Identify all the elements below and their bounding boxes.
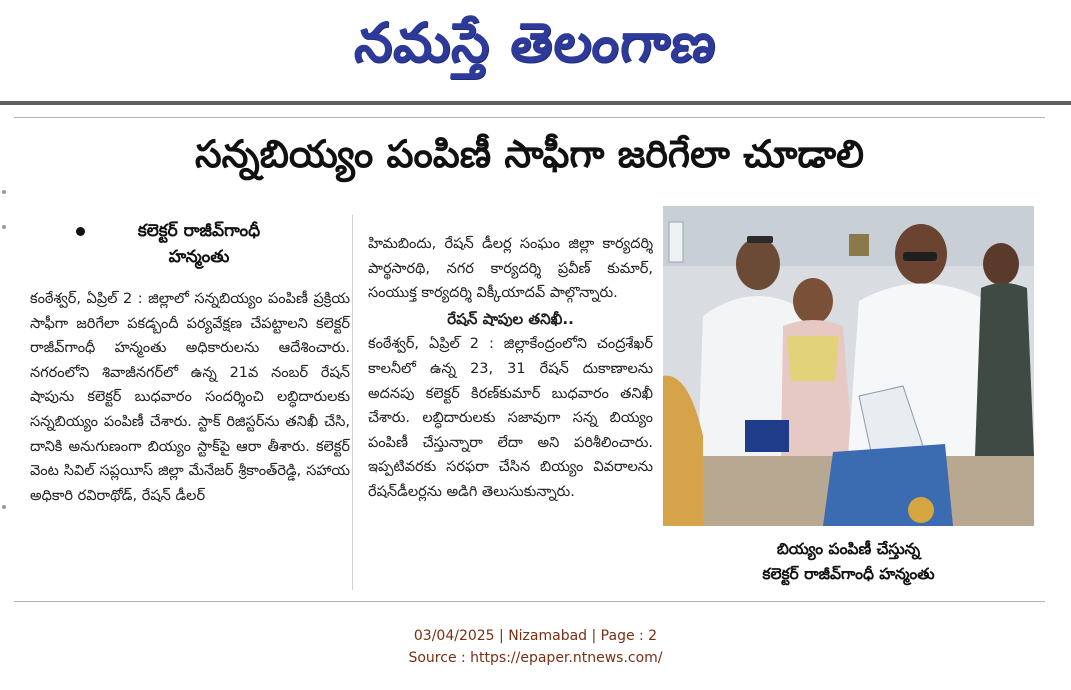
byline-text bbox=[99, 218, 299, 270]
column-divider bbox=[352, 215, 353, 590]
column-2-subheading: రేషన్ షాపుల తనిఖీ.. bbox=[447, 309, 574, 328]
footer-date-edition: 03/04/2025 | Nizamabad | Page : 2 bbox=[413, 628, 658, 644]
photo-illustration bbox=[663, 206, 1034, 526]
page-footer bbox=[0, 625, 1071, 669]
footer-source-link[interactable]: Source : https://epaper.ntnews.com/ bbox=[408, 650, 663, 666]
edge-dot bbox=[2, 505, 6, 509]
article-headline: సన్నబియ్యం పంపిణీ సాఫీగా జరిగేలా చూడాలి bbox=[195, 132, 864, 176]
byline-line2: హన్మంతు bbox=[168, 247, 230, 267]
byline-line1: కలెక్టర్ రాజీవ్‌గాంధీ bbox=[137, 221, 261, 241]
column-2-text-a: హిమబిందు, రేషన్ డీలర్ల సంఘం జిల్లా కార్యదర్శి పార్థసారథి, నగర కార్యదర్శి ప్రవీణ్ కుమార్, సంయుక్త కార్యదర్శి విక్కీయాదవ్ పాల్గొన్నారు. bbox=[368, 236, 653, 302]
article-column-2 bbox=[368, 232, 653, 597]
caption-line2: కలెక్టర్ రాజీవ్‌గాంధీ హన్మంతు bbox=[762, 565, 935, 583]
photo-caption bbox=[663, 537, 1034, 587]
edge-dot bbox=[2, 190, 6, 194]
column-2-text-b: కంఠేశ్వర్, ఏప్రిల్ 2 : జిల్లాకేంద్రంలోని చంద్రశేఖర్ కాలనీలో ఉన్న 23, 31 రేషన్ దుకాణాలను అదనపు కలెక్టర్ కిరణ్‌కుమార్ బుధవారం తనిఖీ చేశారు. లబ్ధిదారులకు సజావుగా సన్న బియ్యం పంపిణీ చేస్తున్నారా లేదా అని పరిశీలించారు. ఇప్పటివరకు సరఫరా చేసిన బియ్యం వివరాలను రేషన్‌డీలర్లను అడిగి తెలుసుకున్నారు. bbox=[368, 336, 653, 500]
page-edge bbox=[0, 105, 10, 601]
article-photo bbox=[663, 206, 1034, 526]
bullet-icon bbox=[76, 227, 85, 236]
article-bottom-rule bbox=[14, 601, 1045, 602]
masthead bbox=[0, 0, 1071, 86]
caption-line1: బియ్యం పంపిణీ చేస్తున్న bbox=[776, 540, 921, 558]
column-1-text: కంఠేశ్వర్, ఏప్రిల్ 2 : జిల్లాలో సన్నబియ్యం పంపిణీ ప్రక్రియ సాఫీగా జరిగేలా పకడ్బందీ పర్యవేక్షణ చేపట్టాలని కలెక్టర్ రాజీవ్‌గాంధీ హన్మంతు అధికారులను ఆదేశించారు. నగరంలోని శివాజీనగర్‌లో ఉన్న 21వ నంబర్ రేషన్ షాపును కలెక్టర్ బుధవారం సందర్శించి లబ్ధిదారులకు సన్నబియ్యం పంపిణీ చేశారు. స్టాక్ రిజిస్టర్‌ను తనిఖీ చేసి, దానికి అనుగుణంగా బియ్యం స్టాక్‌పై ఆరా తీశారు. కలెక్టర్ వెంట సివిల్ సప్లయీస్ జిల్లా మేనేజర్ శ్రీకాంత్‌రెడ్డి, సహాయ అధికారి రవిరాథోడ్, రేషన్ డీలర్ bbox=[30, 291, 350, 504]
masthead-divider bbox=[0, 101, 1071, 105]
article-column-1 bbox=[30, 287, 350, 592]
byline-bullet bbox=[76, 218, 346, 270]
headline-divider bbox=[14, 117, 1045, 118]
edge-dot bbox=[2, 225, 6, 229]
newspaper-logo: నమస్తే తెలంగాణ bbox=[351, 11, 720, 74]
